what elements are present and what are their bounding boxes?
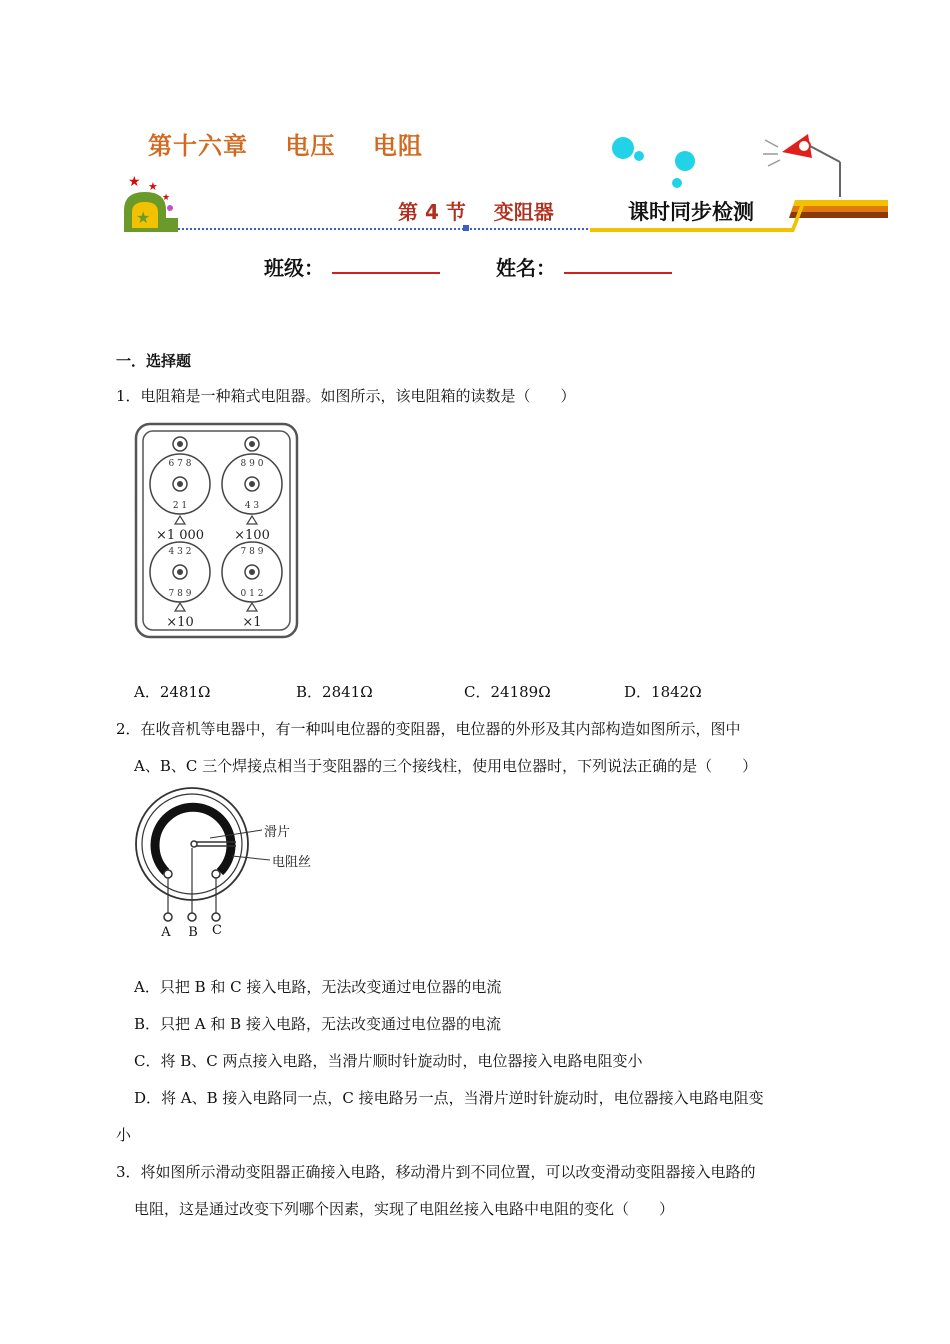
name-label: 姓名：	[496, 256, 556, 280]
lamp-icon	[760, 122, 860, 202]
option-d[interactable]: D．1842Ω	[624, 683, 702, 701]
resistance-box-figure	[134, 422, 300, 640]
svg-text:7 8 9: 7 8 9	[168, 589, 192, 599]
multiplier-label: ×100	[234, 528, 270, 543]
star-emblem-icon	[118, 170, 184, 234]
class-label: 班级：	[264, 256, 324, 280]
potentiometer-figure	[134, 786, 334, 942]
class-field[interactable]	[332, 272, 440, 274]
option-c[interactable]: C．将 B、C 两点接入电路，当滑片顺时针旋动时，电位器接入电路电阻变小	[134, 1052, 643, 1070]
section-title: 第 4 节 变阻器	[398, 200, 554, 224]
bubbles-decoration	[605, 128, 695, 198]
svg-text:★: ★	[128, 174, 141, 190]
option-a[interactable]: A．只把 B 和 C 接入电路，无法改变通过电位器的电流	[134, 978, 502, 996]
multiplier-label: ×1	[242, 615, 262, 630]
option-a[interactable]: A．2481Ω	[134, 683, 211, 701]
part-title: 一．选择题	[116, 352, 192, 370]
name-field[interactable]	[564, 272, 672, 274]
multiplier-label: ×10	[166, 615, 194, 630]
svg-text:6 7 8: 6 7 8	[168, 459, 192, 469]
option-c[interactable]: C．24189Ω	[464, 683, 551, 701]
svg-text:4 3 2: 4 3 2	[168, 547, 192, 557]
svg-text:4 3: 4 3	[244, 501, 260, 511]
question-3-stem-line1: 3．将如图所示滑动变阻器正确接入电路，移动滑片到不同位置，可以改变滑动变阻器接入电路的	[116, 1163, 756, 1181]
question-2-stem-line1: 2．在收音机等电器中，有一种叫电位器的变阻器，电位器的外形及其内部构造如图所示，图中	[116, 720, 741, 738]
slider-label: 滑片	[264, 825, 291, 840]
option-d[interactable]: D．将 A、B 接入电路同一点，C 接电路另一点，当滑片逆时针旋动时，电位器接入电路电阻变	[134, 1089, 764, 1107]
wire-label: 电阻丝	[272, 855, 312, 870]
terminal-label: B	[188, 925, 198, 940]
terminal-label: A	[161, 925, 171, 940]
banner-label: 课时同步检测	[628, 200, 754, 224]
svg-text:★: ★	[148, 180, 158, 193]
svg-text:★: ★	[162, 193, 171, 203]
svg-text:7 8 9: 7 8 9	[240, 547, 264, 557]
svg-text:2 1: 2 1	[172, 501, 188, 511]
terminal-label: C	[212, 923, 222, 938]
question-1-stem: 1．电阻箱是一种箱式电阻器。如图所示，该电阻箱的读数是（ ）	[116, 387, 576, 405]
divider-dot	[463, 225, 469, 231]
option-b[interactable]: B．2841Ω	[296, 683, 373, 701]
question-2-stem-line2: A、B、C 三个焊接点相当于变阻器的三个接线柱，使用电位器时，下列说法正确的是（ ）	[134, 757, 758, 775]
chapter-title: 第十六章 电压 电阻	[148, 132, 423, 160]
option-d-wrap: 小	[116, 1126, 132, 1144]
multiplier-label: ×1 000	[155, 528, 205, 543]
option-b[interactable]: B．只把 A 和 B 接入电路，无法改变通过电位器的电流	[134, 1015, 501, 1033]
svg-text:0 1 2: 0 1 2	[240, 589, 264, 599]
header-divider	[178, 228, 596, 230]
svg-text:★: ★	[136, 208, 151, 227]
question-3-stem-line2: 电阻，这是通过改变下列哪个因素，实现了电阻丝接入电路中电阻的变化（ ）	[134, 1200, 675, 1218]
svg-text:8 9 0: 8 9 0	[240, 459, 264, 469]
